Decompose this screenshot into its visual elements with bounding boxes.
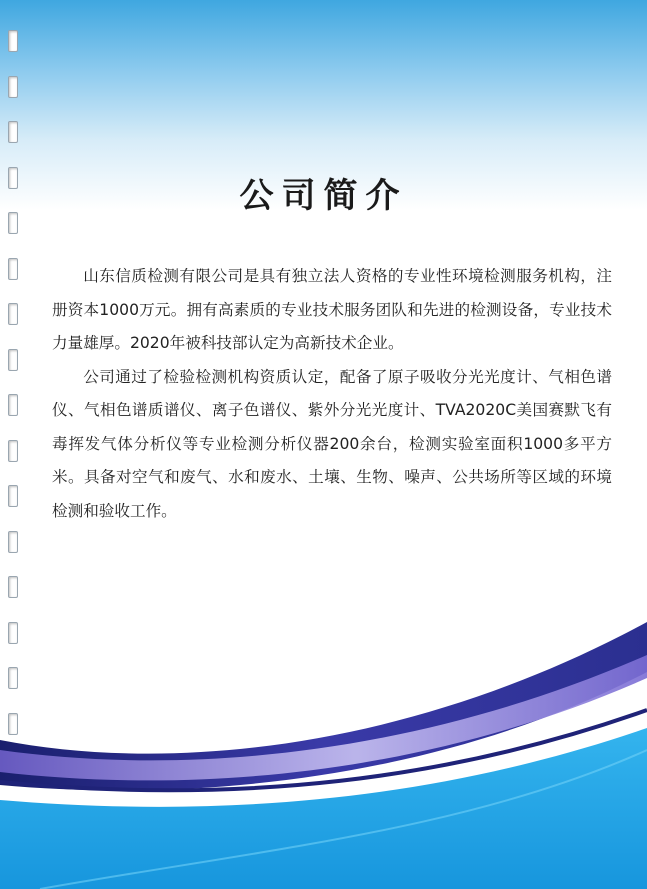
binding-hole: [8, 121, 18, 143]
binding-hole: [8, 576, 18, 598]
decorative-wave: [0, 600, 647, 889]
binding-hole: [8, 531, 18, 553]
page-title: 公司简介: [239, 176, 408, 216]
binding-hole: [8, 30, 18, 52]
binding-hole: [8, 76, 18, 98]
intro-text: [52, 260, 612, 528]
binding-hole: [8, 349, 18, 371]
paragraph-1: 山东信质检测有限公司是具有独立法人资格的专业性环境检测服务机构，注册资本1000万元。拥有高素质的专业技术服务团队和先进的检测设备，专业技术力量雄厚。2020年被科技部认定为高新技术企业。: [52, 267, 612, 352]
binding-hole: [8, 485, 18, 507]
binding-hole: [8, 440, 18, 462]
binding-hole: [8, 394, 18, 416]
binding-hole: [8, 258, 18, 280]
paragraph-2: 公司通过了检验检测机构资质认定，配备了原子吸收分光光度计、气相色谱仪、气相色谱质谱仪、离子色谱仪、紫外分光光度计、TVA2020C美国赛默飞有毒挥发气体分析仪等专业检测分析仪器200余台，检测实验室面积1000多平方米。具备对空气和废气、水和废水、土壤、生物、噪声、公共场所等区域的环境检测和验收工作。: [52, 367, 612, 520]
binding-hole: [8, 303, 18, 325]
